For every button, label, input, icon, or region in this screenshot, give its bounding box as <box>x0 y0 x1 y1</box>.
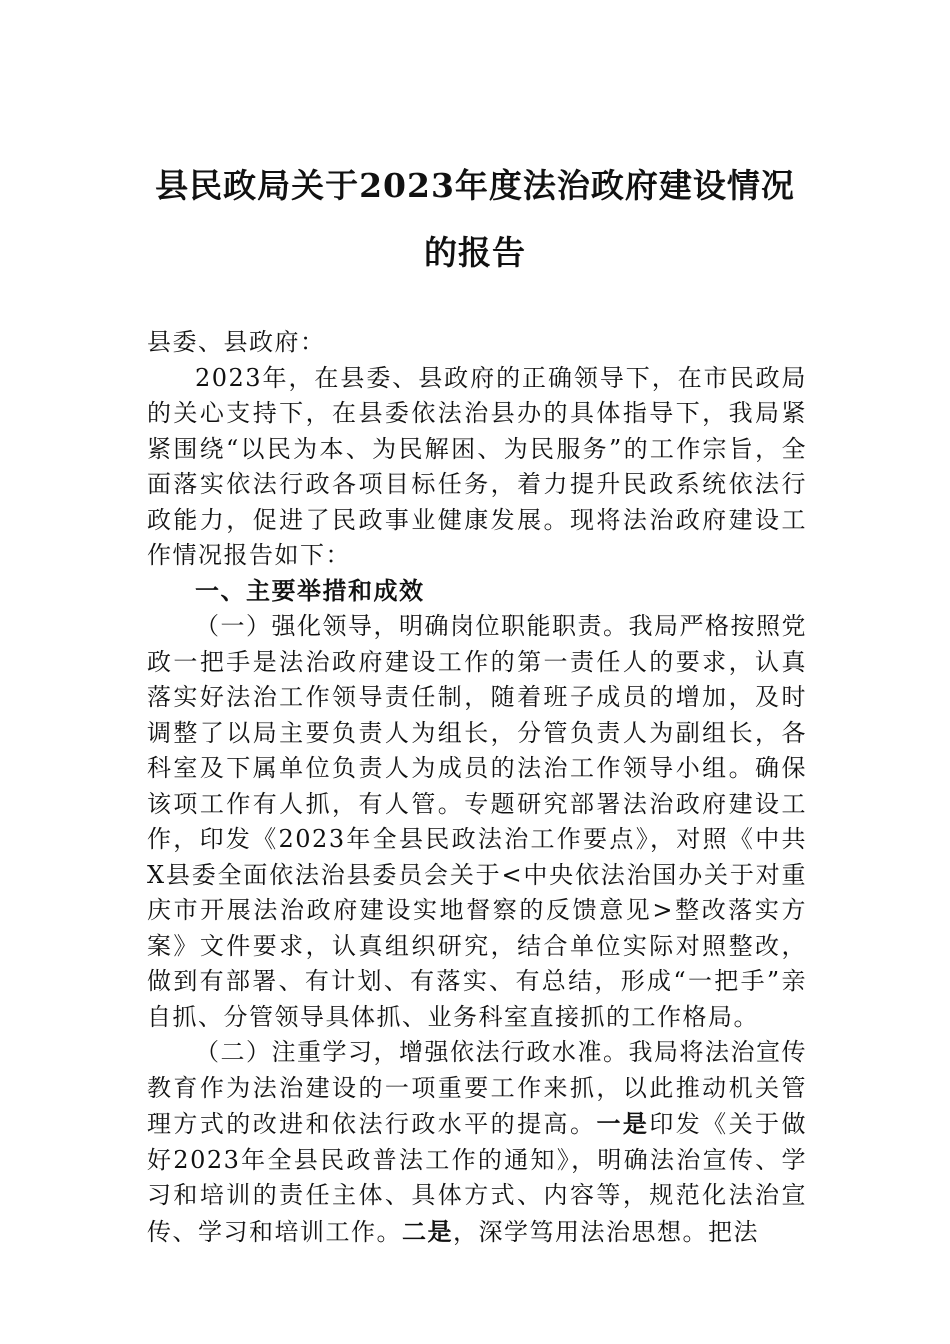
paragraph-1 <box>147 609 807 1035</box>
intro-paragraph: 2023年，在县委、县政府的正确领导下，在市民政局的关心支持下，在县委依法治县办的具体指导下，我局紧紧围绕“以民为本、为民解困、为民服务”的工作宗旨，全面落实依法行政各项目标任务，着力提升民政系统依法行政能力，促进了民政事业健康发展。现将法治政府建设工作情况报告如下： <box>147 363 807 569</box>
paragraph-2-text-a: 我局将法治宣传教育作为法治建设的一项重要工作来抓，以此推动机关管理方式的改进和依法行政水平的提高。 <box>147 1038 807 1138</box>
paragraph-1-lead: （一）强化领导，明确岗位职能职责。 <box>195 612 629 640</box>
paragraph-2-lead: （二）注重学习，增强依法行政水准。 <box>195 1038 629 1066</box>
paragraph-1-text: 我局严格按照党政一把手是法治政府建设工作的第一责任人的要求，认真落实好法治工作领导责任制，随着班子成员的增加，及时调整了以局主要负责人为组长，分管负责人为副组长，各科室及下属单位负责人为成员的法治工作领导小组。确保该项工作有人抓，有人管。专题研究部署法治政府建设工作，印发《2023年全县民政法治工作要点》，对照《中共X县委全面依法治县委员会关于<中央依法治国办关于对重庆市开展法治政府建设实地督察的反馈意见>整改落实方案》文件要求，认真组织研究，结合单位实际对照整改，做到有部署、有计划、有落实、有总结，形成“一把手”亲自抓、分管领导具体抓、业务科室直接抓的工作格局。 <box>147 612 807 1031</box>
paragraph-2 <box>147 1035 807 1250</box>
paragraph-2-text-c: ，深学笃用法治思想。把法 <box>453 1217 759 1246</box>
document-body <box>147 325 807 1250</box>
paragraph-2-text-b: 印发《关于做好2023年全县民政普法工作的通知》，明确法治宣传、学习和培训的责任主体、具体方式、内容等，规范化法治宣传、学习和培训工作。 <box>147 1110 807 1246</box>
salutation: 县委、县政府： <box>147 328 326 356</box>
paragraph-2-keyword-1: 一是 <box>596 1109 650 1138</box>
document-title-line-2: 的报告 <box>424 233 526 272</box>
section-heading-1: 一、主要举措和成效 <box>195 576 425 605</box>
paragraph-2-keyword-2: 二是 <box>402 1216 453 1246</box>
document-title-line-1: 县民政局关于2023年度法治政府建设情况 <box>155 166 795 205</box>
